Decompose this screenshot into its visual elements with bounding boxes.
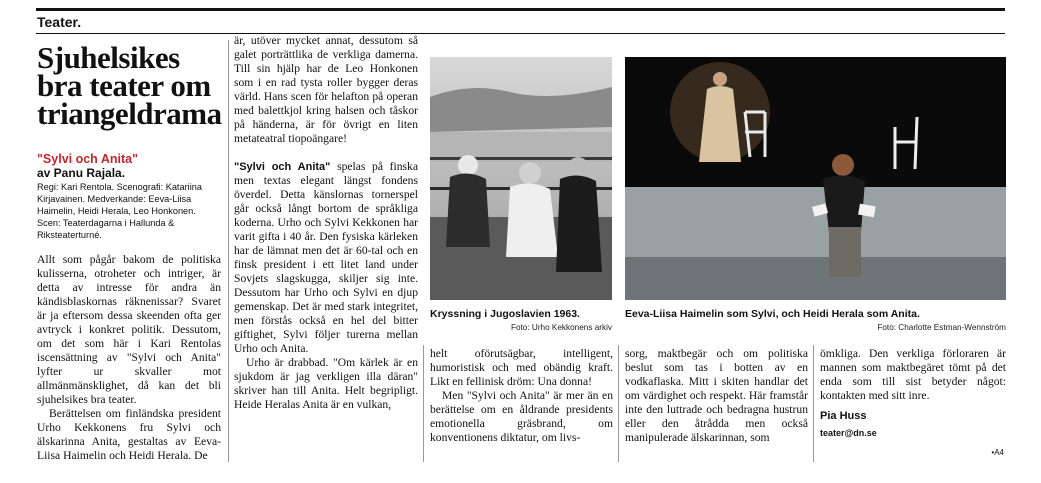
- photo-credit: Foto: Charlotte Estman-Wennström: [877, 323, 1006, 332]
- review-title: "Sylvi och Anita": [37, 152, 138, 166]
- paragraph-text: spelas på finska men textas elegant längst fondens överdel. Detta känslornas tornerspel går också långt bortom de språkliga koderna. Urho och Sylvi Kekkonen har varit gifta i 40 år. Den fysiska kärleken har de lämnat men det är 60-tal och en finsk president i ett litet land under Sovjets slagskugga, skiljer sig inte. Dessutom har Urho och Sylvi en djup gemenskap. Det är med stark integritet, men förstås också en hel del bitter giftighet, Sylvi följer turerna mellan Urho och Anita.: [234, 160, 418, 355]
- paragraph: Men "Sylvi och Anita" är mer än en berättelse om en åldrande presidents emotionella gräsbrand, om konventionens diktatur, om livs-: [430, 389, 613, 444]
- column-separator: [618, 345, 619, 462]
- author-signature: Pia Huss: [820, 410, 867, 422]
- article-column-5: [820, 347, 1006, 440]
- production-credits: Regi: Kari Rentola. Scenografi: Katariina Kirjavainen. Medverkande: Eeva-Liisa Haimelin, Heidi Herala, Leo Honkonen. Scen: Teaterdagarna i Hallunda & Riksteaterturné.: [37, 182, 202, 240]
- column-separator: [228, 40, 229, 462]
- article-column-2: [234, 34, 418, 412]
- author-email: teater@dn.se: [820, 428, 877, 438]
- photo-caption: Kryssning i Jugoslavien 1963.: [430, 308, 580, 320]
- article-column-4: [625, 347, 808, 445]
- article-column-1: [37, 253, 221, 463]
- paragraph: Urho är drabbad. "Om kärlek är en sjukdom är jag verkligen illa däran" skriver han till Anita. Helt begripligt. Heide Heralas Anita är en vulkan,: [234, 356, 418, 411]
- paragraph: helt oförutsägbar, intelligent, humoristisk och med obändig kraft. Likt en fellinisk dröm: Una donna!: [430, 347, 613, 388]
- column-separator: [423, 345, 424, 462]
- byline: av Panu Rajala.: [37, 166, 126, 180]
- paragraph: är, utöver mycket annat, dessutom så galet porträttlika de verkliga damerna. Till sin hjälp har de Leo Honkonen som i en rad tysta roller bygger deras värld. Hans scen för helafton på operan med balettkjol kring halsen och tåskor på händerna, är för övrigt en liten metateatral tiopoängare!: [234, 34, 418, 145]
- lead-paragraph: Allt som pågår bakom de politiska kulisserna, otroheter och intriger, är detta av intresse för andra än kändisblaskornas räknenissar? Svaret är ja eftersom dessa skeenden ofta ger avtryck i konkret politik. Dessutom, om det som här i Kari Rentolas iscensättning av "Sylvi och Anita" lyfter ur skvaller mot allmänmänsklighet, då kan det bli sjuhelsikes bra teater.: [37, 253, 221, 406]
- headline: Sjuhelsikes bra teater om triangeldrama: [37, 40, 222, 131]
- archive-photo-image: [430, 57, 612, 300]
- archive-photo: [430, 57, 612, 300]
- section-rule: [36, 33, 1005, 34]
- article-column-3: [430, 347, 613, 445]
- page-marker: •A4: [991, 448, 1004, 457]
- stage-photo: [625, 57, 1006, 300]
- paragraph: sorg, maktbegär och om politiska beslut som tas i botten av en vodkaflaska. Mitt i skiten handlar det om värdighet och respekt. Här framstår inte den luttrade och bedragna hustrun eller den åtrådda men också manipulerade älskarinnan, som: [625, 347, 808, 444]
- section-label: Teater.: [37, 14, 82, 30]
- photo-caption: Eeva-Liisa Haimelin som Sylvi, och Heidi Herala som Anita.: [625, 308, 920, 320]
- play-title-inline: "Sylvi och Anita": [234, 161, 331, 173]
- photo-credit: Foto: Urho Kekkonens arkiv: [510, 323, 612, 332]
- column-separator: [813, 345, 814, 462]
- stage-photo-image: [625, 57, 1006, 300]
- top-rule: [36, 8, 1005, 11]
- paragraph: [234, 160, 418, 356]
- paragraph: ömkliga. Den verkliga förloraren är mannen som maktbegäret tömt på det enda som till sist betyder något: kontakten med sitt inre.: [820, 347, 1006, 402]
- paragraph: Berättelsen om finländska president Urho Kekkonens fru Sylvi och älskarinna Anita, gestaltas av Eeva-Liisa Haimelin och Heidi Herala. De: [37, 407, 221, 462]
